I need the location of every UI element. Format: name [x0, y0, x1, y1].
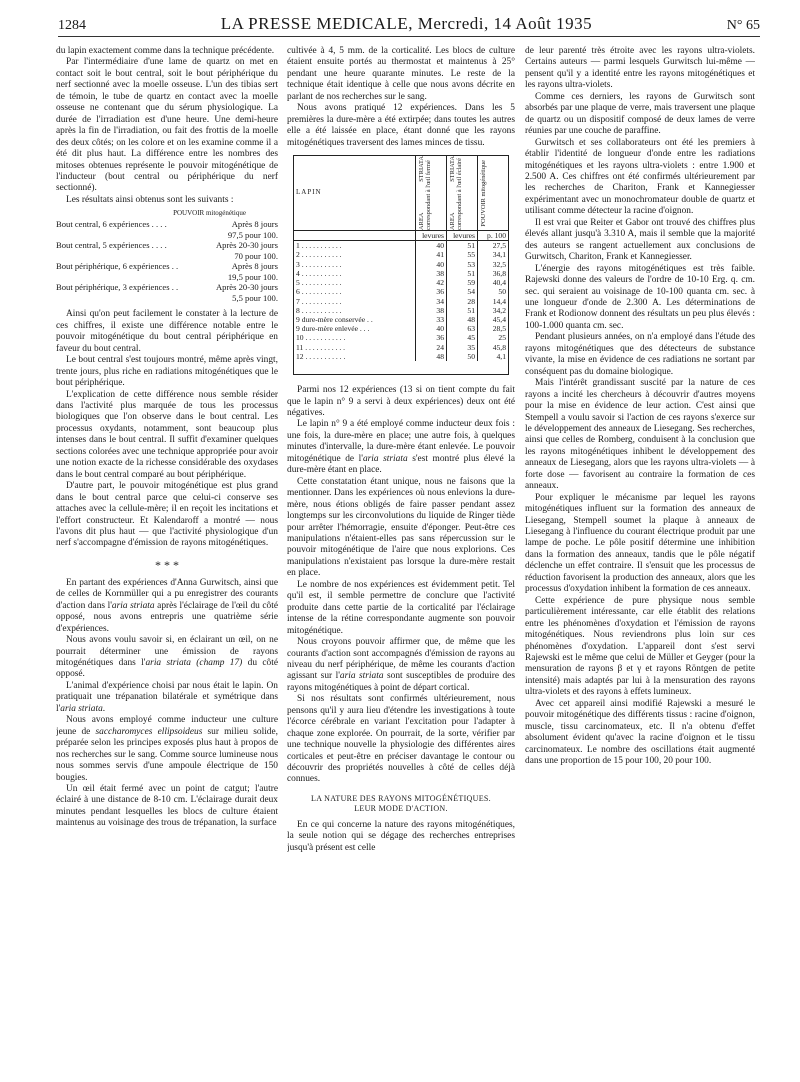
table-units-row: levures levures p. 100: [294, 231, 508, 241]
table-cell-a: 48: [416, 352, 447, 361]
table-cell-lapin: 9 dure-mère conservée . .: [296, 314, 373, 324]
result-value: 19,5 pour 100.: [227, 271, 278, 282]
paragraph: Cette expérience de pure physique nous semble particulièrement intéressante, car elle établit des relations entre les phénomènes d'oxydation et l'émission de rayons mitogénétiques. Nous reviendrons plus loin sur ces phénomènes d'oxydation. L'appareil dont s'est servi Rajewski est le même que celui de Müller et Geyger (pour la mensuration de rayons β et γ et rayons Röntgen de petite intensité) mais adaptés par lui à la mensuration des rayons ultra-violets et des rayons à effets lumineux.: [525, 595, 755, 698]
table-row: [294, 260, 508, 269]
table-header-closed-eye: AREA STRIATA correspondant à l'œil fermé: [418, 156, 432, 231]
table-cell-c: 40,4: [478, 278, 509, 287]
paragraph: Parmi nos 12 expériences (13 si on tient compte du fait que le lapin n° 9 a servi à deux expériences) deux ont été négatives.: [287, 385, 515, 418]
table-cell-b: 45: [447, 333, 478, 342]
result-row: [56, 230, 278, 241]
table-cell-lapin: 8 . . . . . . . . . . .: [296, 305, 342, 315]
table-cell-b: 35: [447, 343, 478, 352]
table-cell-b: 50: [447, 352, 478, 361]
table-row: [294, 287, 508, 296]
result-row: [56, 219, 278, 230]
table-cell-a: 38: [416, 306, 447, 315]
table-cell-c: 50: [478, 287, 509, 296]
table-row: [294, 324, 508, 333]
result-label: Bout périphérique, 3 expériences . .: [56, 282, 179, 293]
paragraph: Pendant plusieurs années, on n'a employé dans l'étude des rayons mitogénétiques que des détecteurs de substance vivante, la mise en évidence de ces radiations ne sortant par conséquent pas du domaine biologique.: [525, 332, 755, 377]
result-row: [56, 251, 278, 262]
column-1: [56, 46, 278, 1068]
table-header-lit-eye: AREA STRIATA correspondant à l'œil éclairé: [449, 156, 463, 231]
result-row: [56, 293, 278, 304]
table-cell-b: 28: [447, 297, 478, 306]
table-cell-c: 27,5: [478, 241, 509, 251]
table-cell-lapin: 11 . . . . . . . . . . .: [296, 342, 346, 352]
table-cell-lapin: 9 dure-mère enlevée . . .: [296, 324, 370, 334]
journal-title: LA PRESSE MEDICALE, Mercredi, 14 Août 1935: [220, 14, 593, 33]
table-cell-a: 38: [416, 269, 447, 278]
paragraph: Le lapin n° 9 a été employé comme inducteur deux fois : une fois, la dure-mère en place; une autre fois, à quelques minutes d'intervalle, la dure-mère étant enlevée. Le pouvoir mitogénétique de l'aria striata s'est montré plus élevé la dure-mère étant en place.: [287, 419, 515, 476]
table-cell-c: 34,2: [478, 306, 509, 315]
result-value: 5,5 pour 100.: [232, 292, 278, 303]
table-cell-a: 24: [416, 343, 447, 352]
table-cell-a: 36: [416, 287, 447, 296]
paragraph: Le bout central s'est toujours montré, même après vingt, trente jours, plus riche en radiations mitogénétiques que le bout périphérique.: [56, 355, 278, 389]
table-cell-lapin: 1 . . . . . . . . . . .: [296, 241, 342, 251]
paragraph: Nous avons voulu savoir si, en éclairant un œil, on ne pourrait déterminer une émission de rayons mitogénétiques dans l'aria striata (champ 17) du côté opposé.: [56, 635, 278, 680]
results-header: POUVOIR mitogénétique: [173, 209, 246, 218]
table-cell-c: 36,8: [478, 269, 509, 278]
table-cell-lapin: 4 . . . . . . . . . . .: [296, 268, 342, 278]
section-separator: * * *: [155, 557, 179, 572]
table-cell-lapin: 2 . . . . . . . . . . .: [296, 250, 342, 260]
paragraph: L'explication de cette différence nous semble résider dans l'activité plus marquée de tous les processus biologiques que l'on observe dans le bout central. Les processus oxydants, notamment, sont beaucoup plus intenses dans le bout central. Il suffit d'examiner quelques sections colorées avec une technique appropriée pour avoir une notion exacte de la richesse considérable des oxydases dans le bout central comparé au bout périphérique.: [56, 389, 278, 480]
table-cell-a: 34: [416, 297, 447, 306]
result-value: Après 8 jours: [231, 219, 278, 230]
results-table: [294, 156, 508, 361]
table-cell-lapin: 10 . . . . . . . . . . .: [296, 333, 346, 343]
table-row: [294, 352, 508, 361]
paragraph: Avec cet appareil ainsi modifié Rajewski a mesuré le pouvoir mitogénétique des différents tissus : racine d'oignon, muscle, tissu carcinomateux, etc. Il n'a obtenu d'effet absolument évident qu'avec la racine d'oignon et le tissu carcinomateux. Le nombre des oscillations était augmenté dans une proportion de 15 pour 100, 20 pour 100.: [525, 698, 755, 767]
result-row: [56, 282, 278, 293]
paragraph: En ce qui concerne la nature des rayons mitogénétiques, la seule notion qui se dégage des recherches entreprises jusqu'à présent est celle: [287, 819, 515, 853]
result-row: [56, 240, 278, 251]
paragraph: Si nos résultats sont confirmés ultérieurement, nous pensons qu'il y aura lieu d'étendre les investigations à toute l'écorce cérébrale en variant l'excitation pour l'adapter à chaque zone explorée. On pourrait, de la sorte, vérifier par une technique nouvelle la physiologie des différentes aires corticales et peut-être en préciser davantage le contour ou découvrir des propriétés nouvelles à côté de celles déjà connues.: [287, 694, 515, 785]
paragraph: L'animal d'expérience choisi par nous était le lapin. On pratiquait une trépanation bilatérale et symétrique dans l'aria striata.: [56, 680, 278, 714]
paragraph: Comme ces derniers, les rayons de Gurwitsch sont absorbés par une plaque de verre, mais traversent une plaque de quartz ou un dispositif composé de deux lames de verre réunies par une couche de paraffine.: [525, 91, 755, 137]
paragraph: D'autre part, le pouvoir mitogénétique est plus grand dans le bout central parce que celui-ci conserve ses attaches avec la cellule-mère; il en reçoit les incitations et l'effort constructeur. Et Kalendaroff a montré — nous l'avons dit plus haut — que l'activité physiologique d'un nerf s'accompagne d'émission de rayons mitogénétiques.: [56, 481, 278, 549]
table-cell-a: 33: [416, 315, 447, 324]
table-row: [294, 333, 508, 342]
page-number: 1284: [58, 18, 86, 33]
table-cell-c: 14,4: [478, 297, 509, 306]
paragraph: Cette constatation étant unique, nous ne faisons que la mentionner. Dans les expériences où nous enlevions la dure-mère, nous étions obligés de faire passer pendant assez longtemps sur les circonvolutions du liquide de Ringer tiède pour arrêter l'hémorragie, ensuite d'éponger. Peut-être ces manipulations n'étaient-elles pas sans répercussion sur le pouvoir mitogénétique de l'aire que nous explorions. Ces manipulations n'existaient pas lorsque la dure-mère restait en place.: [287, 476, 515, 579]
table-cell-c: 34,1: [478, 250, 509, 259]
table-row: [294, 343, 508, 352]
column-3: [525, 46, 755, 1068]
table-cell-a: 40: [416, 241, 447, 251]
result-label: Bout central, 5 expériences . . . .: [56, 240, 167, 251]
result-row: [56, 272, 278, 283]
paragraph: Mais l'intérêt grandissant suscité par la nature de ces rayons a incité les chercheurs à découvrir d'autres moyens pour la mise en évidence de leur action. C'est ainsi que Stempell a voulu savoir si l'action de ces rayons s'exerce sur le développement des anneaux de Liesegang. Ses recherches, ainsi que celles de Romberg, conduisent à la conclusion que les rayons mitogénétiques inhibent le développement des anneaux de Liesegang, alors que les rayons ultra-violets — à forte dose — favorisent au contraire la formation de ces anneaux.: [525, 378, 755, 492]
table-cell-b: 59: [447, 278, 478, 287]
table-cell-a: 36: [416, 333, 447, 342]
paragraph: du lapin exactement comme dans la technique précédente.: [56, 46, 275, 56]
paragraph: L'énergie des rayons mitogénétiques est très faible. Rajewski donne des valeurs de l'ordre de 10-10 Erg. q. cm. sec. qui seraient au voisinage de 10-100 quanta cm. sec. à une longueur d'onde de 2.300 A. Les déterminations de Frank et Rodionow donnent des résultats un peu plus élevés : 100-1.000 quanta cm. sec.: [525, 263, 755, 331]
table-cell-a: 42: [416, 278, 447, 287]
table-cell-b: 48: [447, 315, 478, 324]
paragraph: Pour expliquer le mécanisme par lequel les rayons mitogénétiques influent sur la formation des anneaux de Liesegang, Stempell soumet la plaque à anneaux de Liesegang à l'influence du courant électrique produit par une lampe de poche. Le pôle positif détermine une inhibition dans la formation des anneaux, tandis que le pôle négatif déclenche un effet contraire. Il s'ensuit que les processus de réduction favorisent la production des anneaux, alors que les processus d'oxydation inhibent la formation de ces anneaux.: [525, 492, 755, 595]
paragraph: Ainsi qu'on peut facilement le constater à la lecture de ces chiffres, il existe une différence notable entre le pouvoir mitogénétique du bout central périphérique en faveur du bout central.: [56, 309, 278, 354]
paragraph: Nous croyons pouvoir affirmer que, de même que les courants d'action sont accompagnés d'émission de rayons au niveau du nerf périphérique, de même les courants d'action agissant sur l'aria striata sont susceptibles de produire des rayons mitogénétiques à point de départ cortical.: [287, 637, 515, 693]
table-cell-a: 41: [416, 250, 447, 259]
section-heading: LA NATURE DES RAYONS MITOGÉNÉTIQUES. LEUR MODE D'ACTION.: [311, 793, 491, 813]
result-value: Après 20-30 jours: [215, 240, 278, 251]
result-value: Après 8 jours: [231, 261, 278, 272]
results-list: [56, 219, 278, 303]
paragraph: Nous avons pratiqué 12 expériences. Dans les 5 premières la dure-mère a été extirpée; dans toutes les autres elle a été laissée en place, étant donné que les rayons mitogénétiques traversent des lames minces de tissu.: [287, 103, 515, 148]
paragraph: Le nombre de nos expériences est évidemment petit. Tel qu'il est, il semble permettre de conclure que l'activité produite dans cette partie de la corticalité par l'éclairage intense de la rétine correspondante augmente son pouvoir mitogénétique.: [287, 579, 515, 636]
paragraph: Il est vrai que Reiter et Gabor ont trouvé des chiffres plus élevés allant jusqu'à 3.310 A, mais il semble que la majorité des auteurs se rangent actuellement aux conclusions de Gurwitsch, Chariton, Frank et Kannegiesser.: [525, 217, 755, 263]
table-cell-a: 40: [416, 260, 447, 269]
paragraph: Nous avons employé comme inducteur une culture jeune de saccharomyces ellipsoideus sur milieu solide, préparée selon les principes exposés plus haut à propos de nos recherches sur le sang. Comme source lumineuse nous nous sommes servis d'une ampoule électrique de 150 bougies.: [56, 715, 278, 783]
table-cell-b: 51: [447, 306, 478, 315]
table-row: [294, 278, 508, 287]
table-cell-a: 40: [416, 324, 447, 333]
table-row: [294, 297, 508, 306]
table-row: [294, 269, 508, 278]
table-cell-b: 63: [447, 324, 478, 333]
table-cell-lapin: 6 . . . . . . . . . . .: [296, 287, 342, 297]
paragraph: Par l'intermédiaire d'une lame de quartz on met en contact soit le bout central, soit le bout périphérique du nerf sectionné avec la moelle osseuse. L'un des tibias sert de témoin, le tube de quartz en contact avec la moelle osseuse ne contenant que du sérum physiologique. La durée de l'irradiation est d'une heure. Une demi-heure après la fin de l'irradiation, ou fait des frottis de la moelle des deux côtés; on les colore et on les examine comme il a été dit plus haut. La différence entre les nombres des mitoses obtenues représente le pouvoir mitogénétique de l'inducteur (bout central ou périphérique du nerf sectionné).: [56, 57, 278, 194]
issue-number: N° 65: [726, 18, 760, 33]
result-label: Bout central, 6 expériences . . . .: [56, 219, 167, 230]
table-cell-lapin: 5 . . . . . . . . . . .: [296, 278, 342, 288]
paragraph: de leur parenté très étroite avec les rayons ultra-violets. Certains auteurs — parmi lesquels Gurwitsch lui-même — pensent qu'il y a identité entre les rayons mitogénétiques et les rayons ultra-violets.: [525, 46, 755, 91]
result-row: [56, 261, 278, 272]
table-row: [294, 315, 508, 324]
table-cell-c: 25: [478, 333, 509, 342]
result-label: Bout périphérique, 6 expériences . .: [56, 261, 179, 272]
table-cell-b: 51: [447, 241, 478, 251]
paragraph: Gurwitsch et ses collaborateurs ont été les premiers à établir l'identité de longueur d'onde entre les radiations mitogénétiques et les rayons ultra-violets : entre 1.900 et 2.500 A. Ces chiffres ont été confirmés ultérieurement par les recherches de Chariton, Frank et Kannegiesser expérimentant avec un monochromateur double de quartz et utilisant comme détecteur la racine d'oignon.: [525, 137, 755, 217]
column-2: [287, 46, 515, 1068]
paragraph: Un œil était fermé avec un point de catgut; l'autre éclairé à une distance de 8-10 cm. L'éclairage durait deux minutes pendant lesquelles les blocs de culture étaient maintenus au voisinage des trous de trépanation, la surface: [56, 784, 278, 829]
paragraph: cultivée à 4, 5 mm. de la corticalité. Les blocs de culture étaient ensuite portés au thermostat et maintenus à 25° pendant une heure quarante minutes. Le reste de la technique était identique à celle que nous avons décrite en parlant de nos recherches sur le sang.: [287, 46, 515, 102]
result-value: 97,5 pour 100.: [227, 229, 278, 240]
table-header-lapin: LAPIN: [294, 156, 416, 231]
table-row: [294, 250, 508, 259]
result-value: Après 20-30 jours: [215, 282, 278, 293]
table-cell-lapin: 3 . . . . . . . . . . .: [296, 259, 342, 269]
table-cell-b: 55: [447, 250, 478, 259]
result-value: 70 pour 100.: [234, 250, 278, 261]
table-cell-c: 45,8: [478, 343, 509, 352]
table-cell-c: 45,4: [478, 315, 509, 324]
table-cell-lapin: 7 . . . . . . . . . . .: [296, 296, 342, 306]
table-row: [294, 306, 508, 315]
results-table-frame: [293, 155, 509, 375]
table-cell-b: 53: [447, 260, 478, 269]
page-header: [58, 14, 760, 37]
table-cell-c: 28,5: [478, 324, 509, 333]
table-header-power: POUVOIR mitogénétique: [480, 159, 487, 227]
table-row: [294, 241, 508, 251]
paragraph: Les résultats ainsi obtenus sont les suivants :: [66, 194, 234, 205]
table-cell-lapin: 12 . . . . . . . . . . .: [296, 351, 346, 361]
table-cell-b: 54: [447, 287, 478, 296]
table-cell-c: 32,5: [478, 260, 509, 269]
table-cell-b: 51: [447, 269, 478, 278]
paragraph: En partant des expériences d'Anna Gurwitsch, ainsi que de celles de Kornmüller qui a pu enregistrer des courants d'action dans l'aria striata après l'éclairage de l'œil du côté opposé, nous avons entrepris une quatrième série d'expériences.: [56, 577, 278, 634]
table-cell-c: 4,1: [478, 352, 509, 361]
